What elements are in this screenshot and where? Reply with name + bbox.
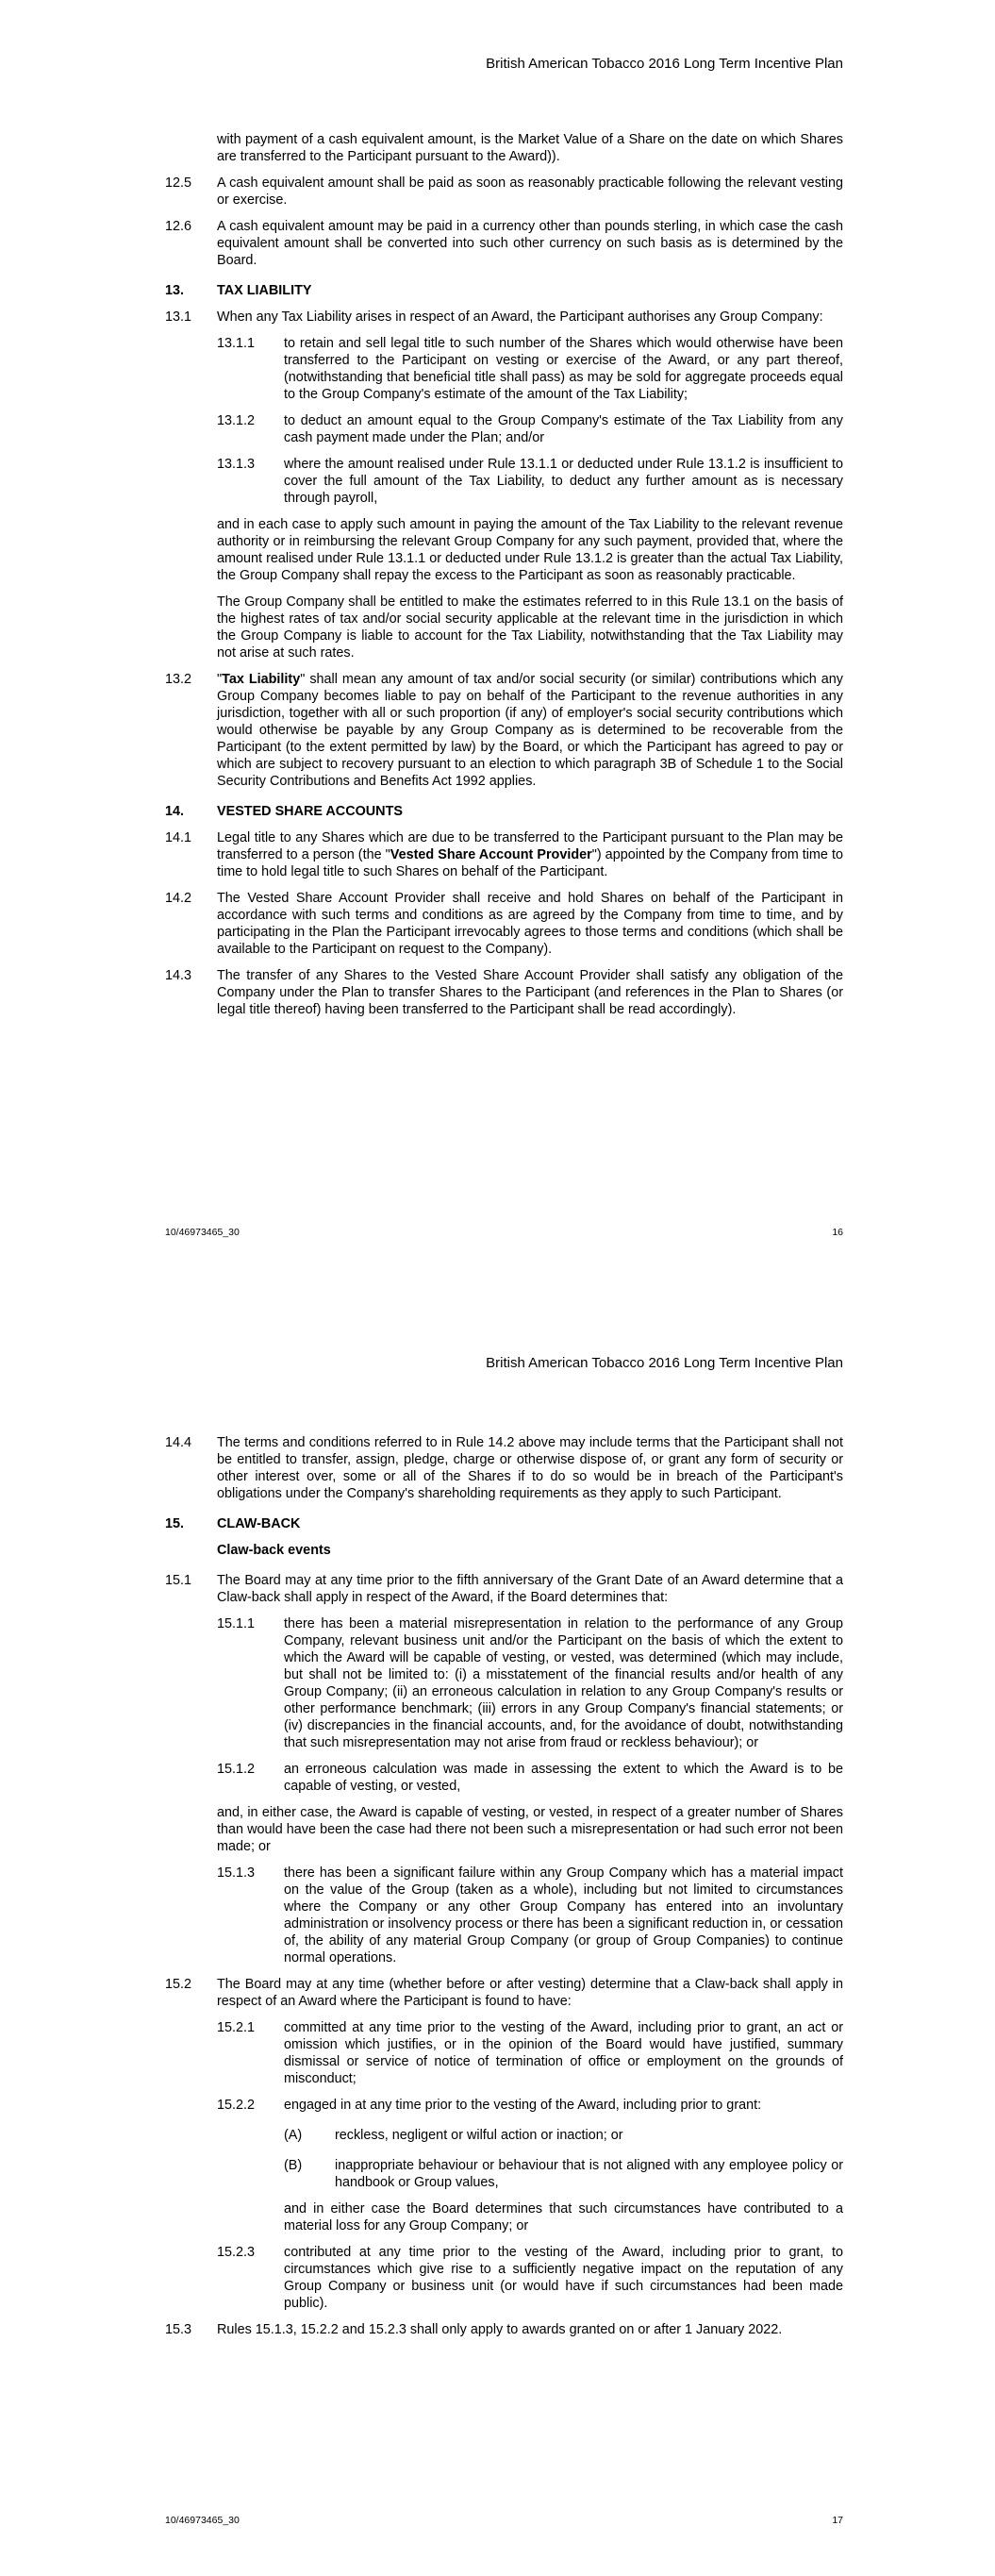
clause-text: to deduct an amount equal to the Group Company's estimate of the Tax Liability from any cash payment made under the Plan; and/or — [284, 413, 843, 445]
clause-14-1 — [165, 829, 843, 880]
clause-13-2 — [165, 671, 843, 790]
clause-text: The transfer of any Shares to the Vested Share Account Provider shall satisfy any obligation of the Company under the Plan to transfer Shares to the Participant (and references in the Plan to Shares (or legal title thereof) having been transferred to the Participant shall be read accordingly). — [217, 968, 843, 1017]
clause-body: " shall mean any amount of tax and/or social security (or similar) contributions which any Group Company becomes liable to pay on behalf of the Participant to the revenue authorities in any jurisdiction, together with all or such proportion (if any) of employer's social security contributions which would otherwise be payable by any Group Company as is determined to be recoverable from the Participant (to the extent permitted by law) by the Board, or which the Participant has agreed to pay or which are subject to recovery pursuant to an election to which paragraph 3B of Schedule 1 to the Social Security Contributions and Benefits Act 1992 applies. — [217, 672, 843, 789]
clause-number: 13.1.2 — [217, 413, 256, 428]
section-number: 15. — [165, 1516, 185, 1531]
clause-number: 15.1 — [165, 1573, 192, 1588]
clause-number: 15.1.2 — [217, 1762, 256, 1777]
clause-text — [217, 671, 843, 790]
clause-text: there has been a significant failure within any Group Company which has a material impact on the value of the Group (taken as a whole), including but not limited to circumstances where the Company or any other Group Company has entered into an involuntary administration or insolvency process or there has been a significant reduction in, or cessation of, the ability of any material Group Company (or group of Group Companies) to continue normal operations. — [284, 1865, 843, 1965]
clause-15-1-3 — [217, 1865, 843, 1966]
clause-15-1 — [165, 1572, 843, 1606]
clause-text: inappropriate behaviour or behaviour that is not aligned with any employee policy or handbook or Group values, — [335, 2158, 843, 2190]
sub-heading-claw-back-events: Claw-back events — [217, 1543, 331, 1558]
clause-13-1 — [165, 309, 843, 326]
clause-text: The Board may at any time (whether before or after vesting) determine that a Claw-back shall apply in respect of an Award where the Participant is found to have: — [217, 1977, 843, 2009]
clause-number: 13.1.3 — [217, 457, 256, 472]
clause-text: The terms and conditions referred to in Rule 14.2 above may include terms that the Participant shall not be entitled to transfer, assign, pledge, charge or otherwise dispose of, or grant any form of security or other interest over, some or all of the Shares if to do so would be in breach of the Participant's obligations under the Company's shareholding requirements as they apply to such Participant. — [217, 1435, 843, 1501]
clause-number: 15.2.3 — [217, 2245, 256, 2260]
clause-number: 13.1.1 — [217, 336, 256, 351]
clause-text — [217, 829, 843, 880]
clause-text: contributed at any time prior to the vesting of the Award, including prior to grant, to circumstances which give rise to a sufficiently negative impact on the reputation of any Group Company or business unit (or would have if such circumstances had been made public). — [284, 2245, 843, 2311]
continued-paragraph: with payment of a cash equivalent amount, is the Market Value of a Share on the date on which Shares are transferred to the Participant pursuant to the Award)). — [217, 132, 843, 164]
footer-page-number: 16 — [832, 1227, 843, 1238]
clause-13-1-3 — [217, 456, 843, 507]
clause-14-2 — [165, 890, 843, 958]
clause-text: to retain and sell legal title to such number of the Shares which would otherwise have been transferred to the Participant on vesting or exercise of the Award, or any part thereof, (notwithstanding that beneficial title shall pass) as may be sold for aggregate proceeds equal to the Group Company's estimate of the amount of the Tax Liability; — [284, 336, 843, 402]
clause-15-2-3 — [217, 2244, 843, 2312]
clause-13-1-2 — [217, 412, 843, 446]
clause-text: The Board may at any time prior to the fifth anniversary of the Grant Date of an Award determine that a Claw-back shall apply in respect of the Award, if the Board determines that: — [217, 1573, 843, 1605]
paragraph-13-a: and in each case to apply such amount in paying the amount of the Tax Liability to the relevant revenue authority or in reimbursing the relevant Group Company for any such payment, provided that, where the amount realised under Rule 13.1.1 or deducted under Rule 13.1.2 is greater than the actual Tax Liability, the Group Company shall repay the excess to the Participant as soon as reasonably practicable. — [217, 517, 843, 583]
clause-number: 15.2 — [165, 1977, 192, 1992]
clause-number: 13.2 — [165, 672, 192, 687]
section-heading-15 — [165, 1515, 843, 1532]
clause-number: (A) — [284, 2128, 303, 2143]
clause-15-2-2-a — [284, 2127, 843, 2144]
clause-text: When any Tax Liability arises in respect of an Award, the Participant authorises any Group Company: — [217, 309, 823, 325]
clause-15-2-2-b — [284, 2157, 843, 2191]
footer-document-ref: 10/46973465_30 — [165, 1227, 240, 1238]
clause-body-b: ") appointed by the Company from time to time to hold legal title to such Shares on behalf of the Participant. — [217, 847, 843, 879]
clause-15-1-2 — [217, 1761, 843, 1795]
clause-12-6 — [165, 218, 843, 269]
section-number: 13. — [165, 283, 185, 298]
open-quote: " — [217, 672, 223, 687]
clause-body-a: Legal title to any Shares which are due to be transferred to the Participant pursuant to the Plan may be transferred to a person (the " — [217, 830, 843, 862]
clause-number: 14.1 — [165, 830, 192, 845]
clause-text: The Vested Share Account Provider shall receive and hold Shares on behalf of the Participant in accordance with such terms and conditions as are agreed by the Company from time to time, and by participating in the Plan the Participant irrevocably agrees to those terms and conditions (which shall be available to the Participant on request to the Company). — [217, 891, 843, 957]
section-title: TAX LIABILITY — [217, 283, 312, 298]
section-title: VESTED SHARE ACCOUNTS — [217, 804, 403, 819]
page-header: British American Tobacco 2016 Long Term Incentive Plan — [486, 56, 843, 72]
clause-number: 15.2.2 — [217, 2098, 256, 2113]
section-heading-14 — [165, 803, 843, 820]
clause-15-2-2 — [217, 2097, 843, 2114]
section-title: CLAW-BACK — [217, 1516, 301, 1531]
paragraph-15-a: and, in either case, the Award is capable of vesting, or vested, in respect of a greater number of Shares than would have been the case had there not been such a misrepresentation or had such error not been made; or — [217, 1805, 843, 1854]
document-page-17 — [0, 1288, 995, 2576]
clause-text: where the amount realised under Rule 13.1.1 or deducted under Rule 13.1.2 is insufficient to cover the full amount of the Tax Liability, to deduct any further amount as is necessary through payroll, — [284, 457, 843, 506]
page-body — [165, 131, 843, 1028]
clause-text: committed at any time prior to the vesting of the Award, including prior to grant, an act or omission which justifies, or in the opinion of the Board would have justified, summary dismissal or service of notice of termination of office or employment on the grounds of misconduct; — [284, 2020, 843, 2086]
clause-text: Rules 15.1.3, 15.2.2 and 15.2.3 shall only apply to awards granted on or after 1 January 2022. — [217, 2322, 783, 2337]
clause-number: 13.1 — [165, 309, 192, 325]
footer-document-ref: 10/46973465_30 — [165, 2515, 240, 2526]
clause-number: 15.1.1 — [217, 1616, 256, 1631]
paragraph-15-b: and in either case the Board determines that such circumstances have contributed to a material loss for any Group Company; or — [284, 2201, 843, 2233]
clause-text: an erroneous calculation was made in assessing the extent to which the Award is to be capable of vesting, or vested, — [284, 1762, 843, 1794]
footer-page-number: 17 — [832, 2515, 843, 2526]
clause-15-3 — [165, 2321, 843, 2338]
clause-text: A cash equivalent amount may be paid in a currency other than pounds sterling, in which case the cash equivalent amount shall be converted into such other currency on such basis as is determined by the Board. — [217, 219, 843, 268]
section-heading-13 — [165, 282, 843, 299]
page-body — [165, 1434, 843, 2348]
clause-14-4 — [165, 1434, 843, 1502]
clause-text: there has been a material misrepresentation in relation to the performance of any Group Company, relevant business unit and/or the Participant on the basis of which the extent to which the Award will be capable of vesting, or vested, was determined (which may include, but shall not be limited to: (i) a misstatement of the financial results and/or health of any Group Company; (ii) an erroneous calculation in relation to any Group Company's results or other performance benchmark; (iii) errors in any Group Company's financial statements; or (iv) discrepancies in the financial accounts, and, for the avoidance of doubt, notwithstanding that such misrepresentation may not arise from fraud or reckless behaviour); or — [284, 1616, 843, 1750]
clause-number: 12.5 — [165, 176, 192, 191]
clause-text: A cash equivalent amount shall be paid as soon as reasonably practicable following the relevant vesting or exercise. — [217, 176, 843, 208]
clause-text: reckless, negligent or wilful action or inaction; or — [335, 2128, 623, 2143]
clause-14-3 — [165, 967, 843, 1018]
clause-15-2 — [165, 1976, 843, 2010]
clause-number: 14.2 — [165, 891, 192, 906]
clause-number: 15.2.1 — [217, 2020, 256, 2035]
clause-number: 12.6 — [165, 219, 192, 234]
clause-13-1-1 — [217, 335, 843, 403]
clause-number: 14.3 — [165, 968, 192, 983]
clause-number: (B) — [284, 2158, 303, 2173]
page-header: British American Tobacco 2016 Long Term Incentive Plan — [486, 1355, 843, 1371]
clause-15-1-1 — [217, 1615, 843, 1751]
section-number: 14. — [165, 804, 185, 819]
paragraph-13-b: The Group Company shall be entitled to make the estimates referred to in this Rule 13.1 on the basis of the highest rates of tax and/or social security applicable at the relevant time in the jurisdiction in which the Group Company is liable to account for the Tax Liability, notwithstanding that the Tax Liability may not arise at such rates. — [217, 594, 843, 661]
defined-term: Vested Share Account Provider — [390, 847, 592, 862]
clause-number: 15.1.3 — [217, 1865, 256, 1881]
clause-number: 15.3 — [165, 2322, 192, 2337]
clause-15-2-1 — [217, 2019, 843, 2087]
clause-12-5 — [165, 175, 843, 209]
clause-number: 14.4 — [165, 1435, 192, 1450]
defined-term: Tax Liability — [222, 672, 301, 687]
clause-text: engaged in at any time prior to the vesting of the Award, including prior to grant: — [284, 2098, 762, 2113]
